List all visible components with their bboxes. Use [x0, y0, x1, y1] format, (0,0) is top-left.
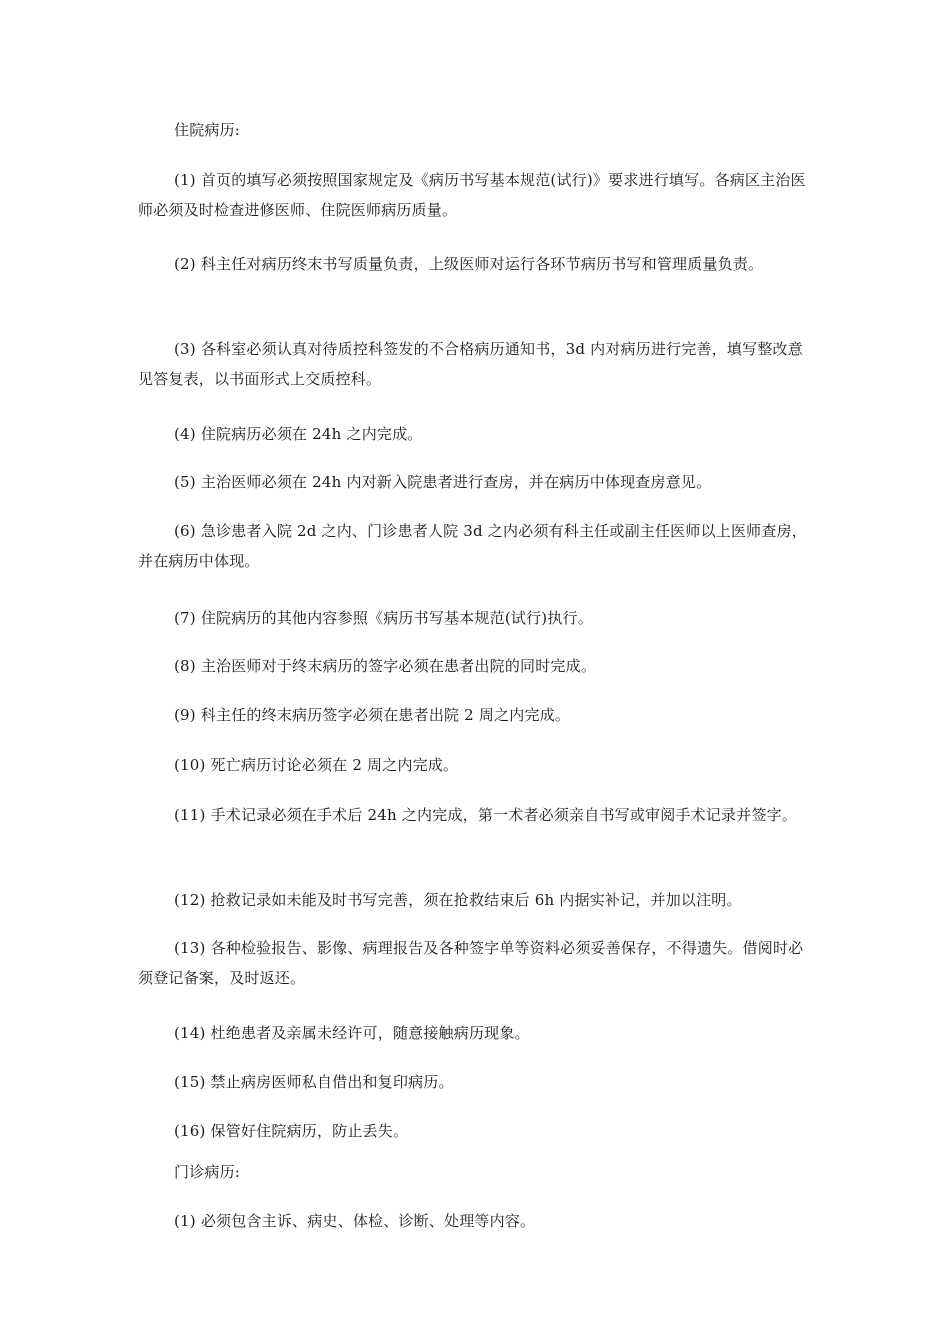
inpatient-item-13: (13) 各种检验报告、影像、病理报告及各种签字单等资料必须妥善保存，不得遗失。借阅时必须登记备案，及时返还。 — [138, 939, 804, 987]
outpatient-item-1: (1) 必须包含主诉、病史、体检、诊断、处理等内容。 — [174, 1212, 536, 1230]
inpatient-item-12: (12) 抢救记录如未能及时书写完善，须在抢救结束后 6h 内据实补记，并加以注明。 — [174, 891, 742, 909]
inpatient-item-6: (6) 急诊患者入院 2d 之内、门诊患者人院 3d 之内必须有科主任或副主任医师以上医师查房，并在病历中体现。 — [138, 522, 807, 570]
inpatient-item-7: (7) 住院病历的其他内容参照《病历书写基本规范(试行)执行。 — [174, 609, 593, 627]
inpatient-heading: 住院病历: — [174, 121, 241, 139]
inpatient-item-4: (4) 住院病历必须在 24h 之内完成。 — [174, 425, 423, 443]
inpatient-item-15: (15) 禁止病房医师私自借出和复印病历。 — [174, 1073, 454, 1091]
inpatient-item-11: (11) 手术记录必须在手术后 24h 之内完成，第一术者必须亲自书写或审阅手术记录并签字。 — [174, 806, 798, 824]
inpatient-item-10: (10) 死亡病历讨论必须在 2 周之内完成。 — [174, 756, 459, 774]
inpatient-item-3: (3) 各科室必须认真对待质控科签发的不合格病历通知书，3d 内对病历进行完善，填写整改意见答复表，以书面形式上交质控科。 — [138, 340, 803, 388]
inpatient-item-8: (8) 主治医师对于终末病历的签字必须在患者出院的同时完成。 — [174, 657, 597, 675]
inpatient-item-5: (5) 主治医师必须在 24h 内对新入院患者进行查房，并在病历中体现查房意见。 — [174, 473, 712, 491]
inpatient-item-14: (14) 杜绝患者及亲属未经许可，随意接触病历现象。 — [174, 1024, 530, 1042]
inpatient-item-9: (9) 科主任的终末病历签字必须在患者出院 2 周之内完成。 — [174, 706, 571, 724]
outpatient-heading: 门诊病历: — [174, 1163, 241, 1181]
inpatient-item-2: (2) 科主任对病历终末书写质量负责，上级医师对运行各环节病历书写和管理质量负责。 — [174, 255, 764, 273]
inpatient-item-1: (1) 首页的填写必须按照国家规定及《病历书写基本规范(试行)》要求进行填写。各病区主治医师必须及时检查进修医师、住院医师病历质量。 — [138, 171, 806, 219]
inpatient-item-16: (16) 保管好住院病历，防止丢失。 — [174, 1122, 409, 1140]
